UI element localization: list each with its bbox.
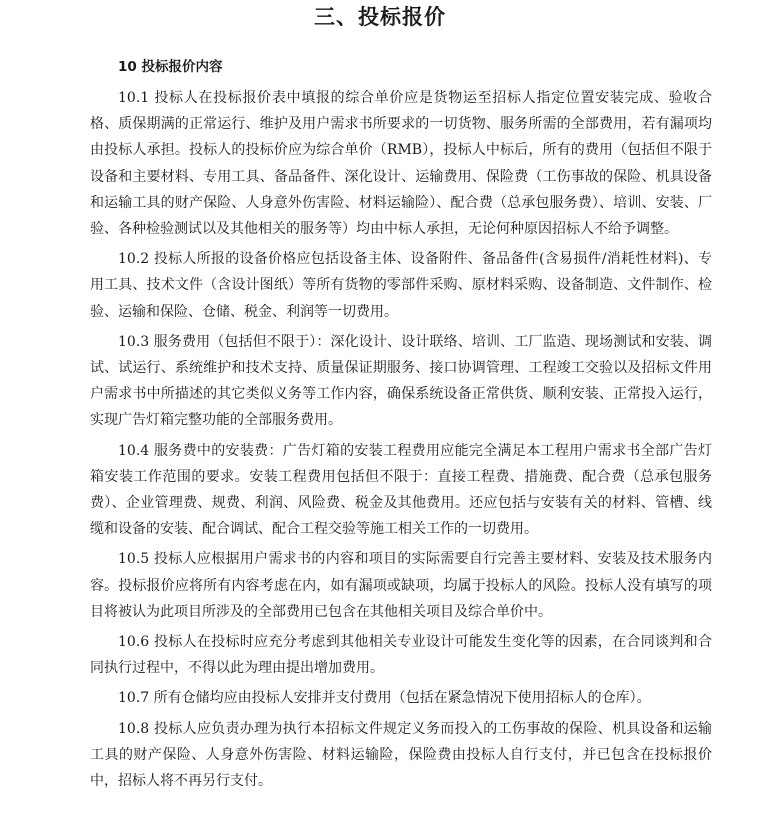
- paragraph-10-7: 10.7 所有仓储均应由投标人安排并支付费用（包括在紧急情况下使用招标人的仓库）。: [118, 690, 651, 707]
- chapter-title: 三、投标报价: [314, 5, 446, 29]
- paragraph-10-2: 10.2 投标人所报的设备价格应包括设备主体、设备附件、备品备件(含易损件/消耗性材料)、专用工具、技术文件（含设计图纸）等所有货物的零部件采购、原材料采购、设备制造、文件制作、检验、运输和保险、仓储、税金、利润等一切费用。: [90, 251, 712, 320]
- paragraph-10-6: 10.6 投标人在投标时应充分考虑到其他相关专业设计可能发生变化等的因素，在合同谈判和合同执行过程中，不得以此为理由提出增加费用。: [90, 634, 712, 677]
- document-body: [90, 85, 712, 798]
- paragraph-10-8: 10.8 投标人应负责办理为执行本招标文件规定义务而投入的工伤事故的保险、机具设备和运输工具的财产保险、人身意外伤害险、材料运输险，保险费由投标人自行支付，并已包含在投标报价中，招标人将不再另行支付。: [90, 720, 712, 790]
- paragraph-10-1: 10.1 投标人在投标报价表中填报的综合单价应是货物运至招标人指定位置安装完成、验收合格、质保期满的正常运行、维护及用户需求书所要求的一切货物、服务所需的全部费用，若有漏项均由投标人承担。投标人的投标价应为综合单价（RMB），投标人中标后，所有的费用（包括但不限于设备和主要材料、专用工具、备品备件、深化设计、运输费用、保险费（工伤事故的保险、机具设备和运输工具的财产保险、人身意外伤害险、材料运输险）、配合费（总承包服务费）、培训、安装、厂验、各种检验测试以及其他相关的服务等）均由中标人承担，无论何种原因招标人不给予调整。: [90, 90, 712, 238]
- paragraph-10-4: 10.4 服务费中的安装费：广告灯箱的安装工程费用应能完全满足本工程用户需求书全部广告灯箱安装工作范围的要求。安装工程费用包括但不限于：直接工程费、措施费、配合费（总承包服务费）、企业管理费、规费、利润、风险费、税金及其他费用。还应包括与安装有关的材料、管槽、线缆和设备的安装、配合调试、配合工程交验等施工相关工作的一切费用。: [90, 442, 712, 538]
- section-heading: 10 投标报价内容: [118, 59, 223, 75]
- paragraph-10-5: 10.5 投标人应根据用户需求书的内容和项目的实际需要自行完善主要材料、安装及技术服务内容。投标报价应将所有内容考虑在内，如有漏项或缺项，均属于投标人的风险。投标人没有填写的项目将被认为此项目所涉及的全部费用已包含在其他相关项目及综合单价中。: [90, 551, 712, 620]
- paragraph-10-3: 10.3 服务费用（包括但不限于）：深化设计、设计联络、培训、工厂监造、现场测试和安装、调试、试运行、系统维护和技术支持、质量保证期服务、接口协调管理、工程竣工交验以及招标文件用户需求书中所描述的其它类似义务等工作内容，确保系统设备正常供货、顺利安装、正常投入运行，实现广告灯箱完整功能的全部服务费用。: [90, 333, 712, 429]
